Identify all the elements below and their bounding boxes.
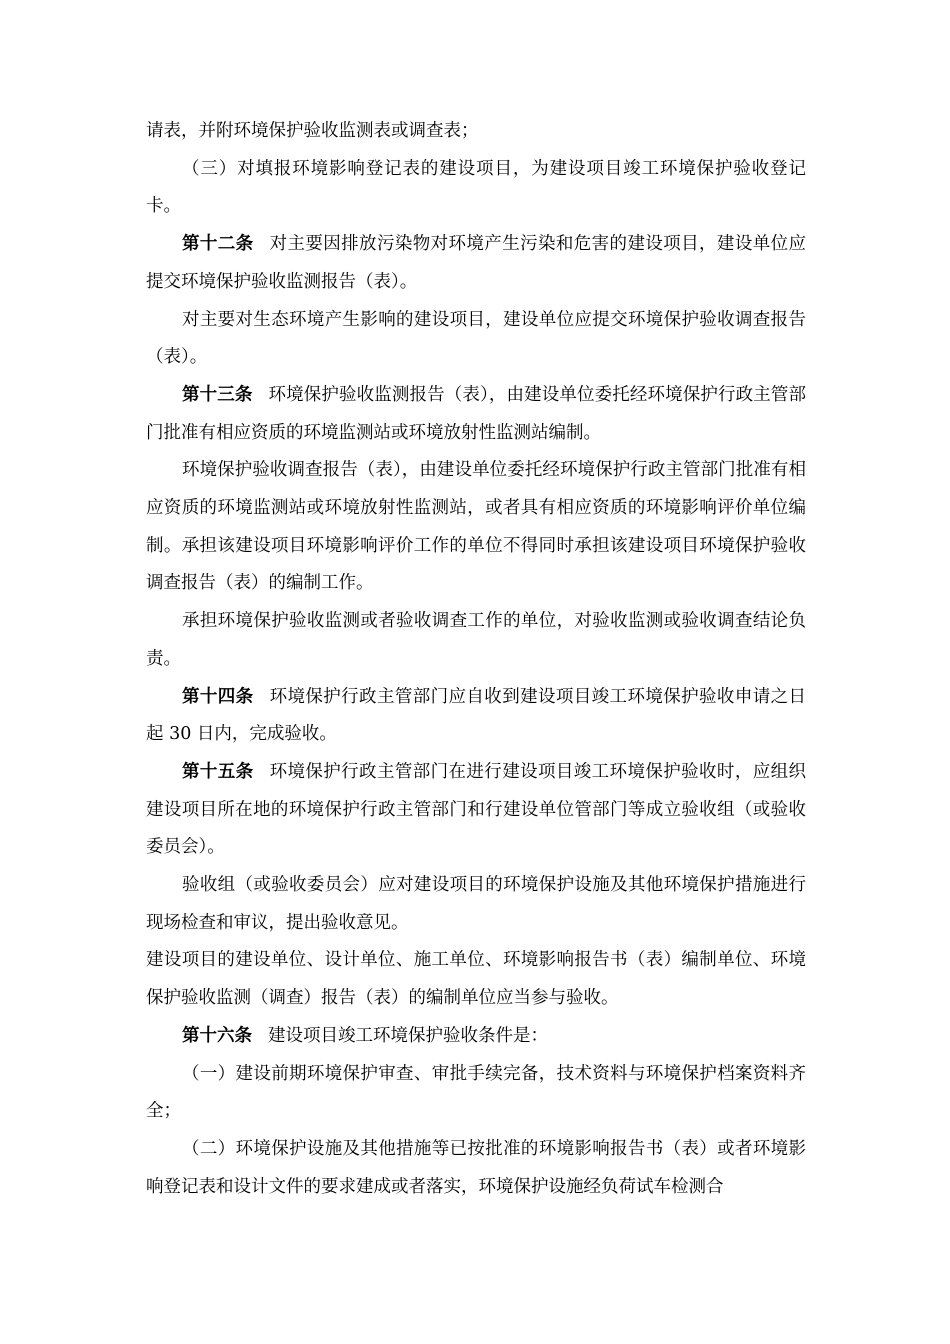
paragraph bbox=[146, 151, 806, 226]
paragraph bbox=[146, 1131, 806, 1206]
paragraph-text: 对主要对生态环境产生影响的建设项目，建设单位应提交环境保护验收调查报告（表）。 bbox=[146, 309, 806, 368]
article-paragraph bbox=[146, 226, 806, 301]
paragraph bbox=[146, 1056, 806, 1131]
paragraph-text: 建设项目竣工环境保护验收条件是： bbox=[268, 1025, 548, 1046]
paragraph-text: （二）环境保护设施及其他措施等已按批准的环境影响报告书（表）或者环境影响登记表和设计文件的要求建成或者落实，环境保护设施经负荷试车检测合 bbox=[146, 1138, 806, 1197]
paragraph-text: 环境保护验收监测报告（表），由建设单位委托经环境保护行政主管部门批准有相应资质的环境监测站或环境放射性监测站编制。 bbox=[146, 384, 806, 443]
document-body bbox=[146, 113, 806, 1206]
article-paragraph bbox=[146, 1018, 806, 1056]
article-heading: 第十五条 bbox=[182, 761, 254, 782]
paragraph-text: 环境保护行政主管部门在进行建设项目竣工环境保护验收时，应组织建设项目所在地的环境保护行政主管部门和行建设单位管部门等成立验收组（或验收委员会）。 bbox=[146, 761, 807, 858]
paragraph-text: 对主要因排放污染物对环境产生污染和危害的建设项目，建设单位应提交环境保护验收监测报告（表）。 bbox=[146, 234, 807, 292]
paragraph-text: 请表，并附环境保护验收监测表或调查表； bbox=[146, 121, 479, 141]
article-paragraph bbox=[146, 679, 806, 754]
article-paragraph bbox=[146, 377, 806, 452]
paragraph-text: 建设项目的建设单位、设计单位、施工单位、环境影响报告书（表）编制单位、环境保护验收监测（调查）报告（表）的编制单位应当参与验收。 bbox=[146, 950, 806, 1009]
article-paragraph bbox=[146, 754, 806, 867]
paragraph bbox=[146, 942, 806, 1017]
paragraph-text: 环境保护行政主管部门应自收到建设项目竣工环境保护验收申请之日起 30 日内，完成验收。 bbox=[146, 686, 807, 745]
paragraph-text: 环境保护验收调查报告（表），由建设单位委托经环境保护行政主管部门批准有相应资质的环境监测站或环境放射性监测站，或者具有相应资质的环境影响评价单位编制。承担该建设项目环境影响评价工作的单位不得同时承担该建设项目环境保护验收调查报告（表）的编制工作。 bbox=[146, 460, 806, 594]
article-heading: 第十六条 bbox=[182, 1025, 252, 1046]
paragraph-text: 承担环境保护验收监测或者验收调查工作的单位，对验收监测或验收调查结论负责。 bbox=[146, 611, 806, 669]
paragraph-text: （三）对填报环境影响登记表的建设项目，为建设项目竣工环境保护验收登记卡。 bbox=[146, 158, 806, 217]
paragraph bbox=[146, 867, 806, 942]
paragraph bbox=[146, 113, 806, 151]
paragraph-text: 验收组（或验收委员会）应对建设项目的环境保护设施及其他环境保护措施进行现场检查和审议，提出验收意见。 bbox=[146, 875, 806, 933]
paragraph bbox=[146, 302, 806, 377]
article-heading: 第十二条 bbox=[182, 234, 254, 255]
paragraph bbox=[146, 452, 806, 603]
article-heading: 第十三条 bbox=[182, 384, 253, 405]
paragraph-text: （一）建设前期环境保护审查、审批手续完备，技术资料与环境保护档案资料齐全； bbox=[146, 1063, 806, 1122]
article-heading: 第十四条 bbox=[182, 686, 254, 707]
paragraph bbox=[146, 603, 806, 678]
